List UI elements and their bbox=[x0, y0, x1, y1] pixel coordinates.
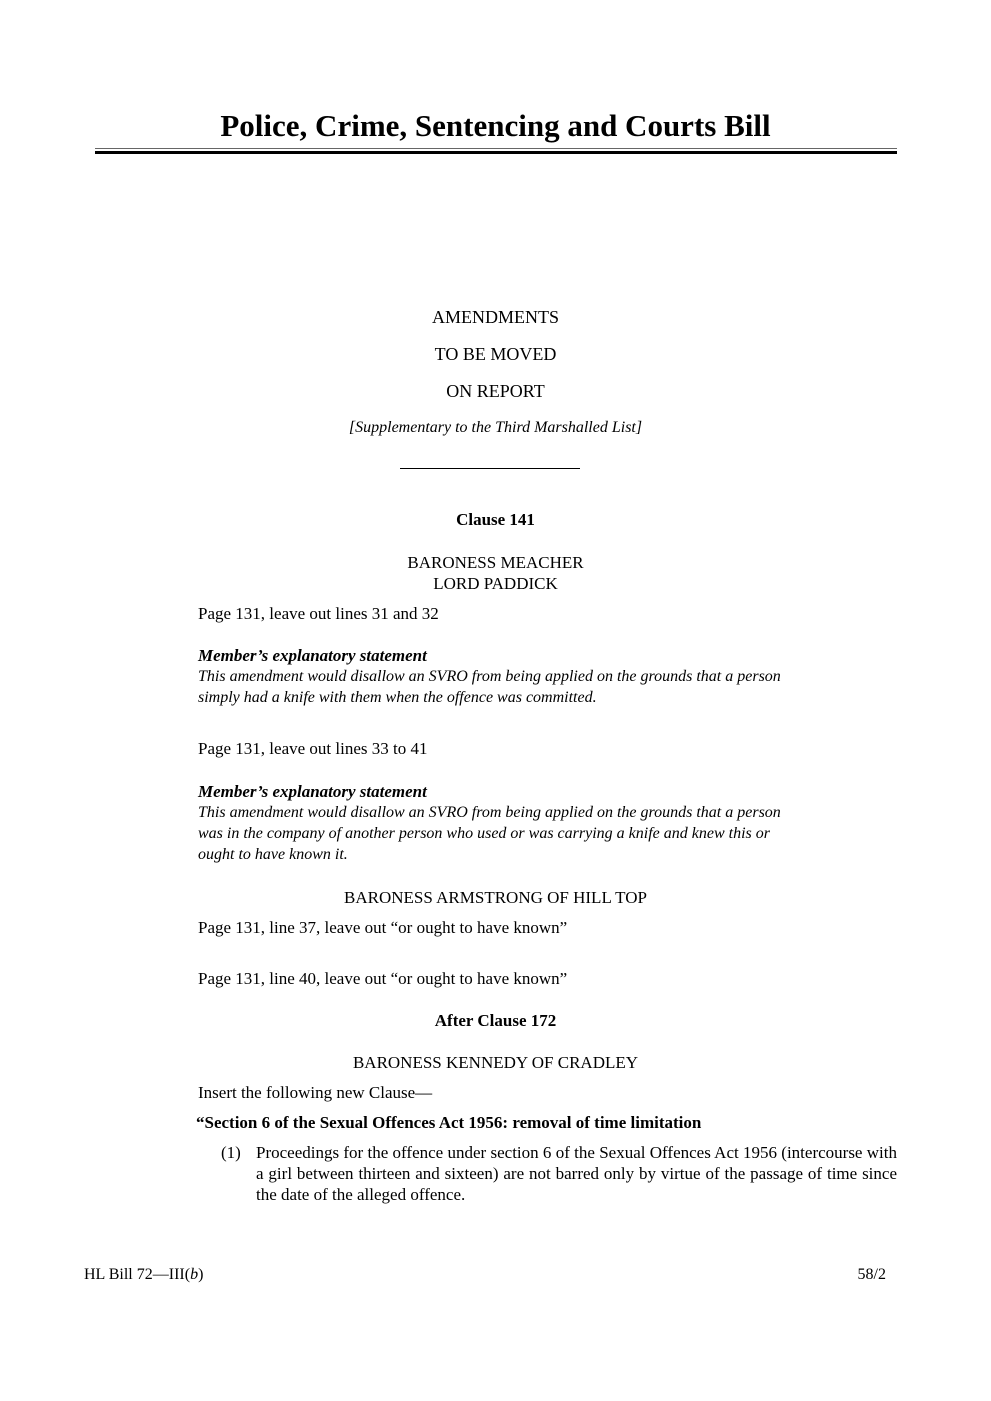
subsection-number: (1) bbox=[221, 1143, 241, 1162]
member-name: BARONESS KENNEDY OF CRADLEY bbox=[352, 1053, 639, 1072]
amendment-text: Page 131, line 40, leave out “or ought to have known” bbox=[198, 969, 568, 988]
explanatory-statement-line: was in the company of another person who used or was carrying a knife and knew this or bbox=[198, 825, 770, 842]
explanatory-statement-line: ought to have known it. bbox=[198, 846, 348, 863]
explanatory-statement-label: Member’s explanatory statement bbox=[198, 782, 427, 801]
heading-line-1: AMENDMENTS bbox=[431, 307, 559, 327]
section-divider bbox=[400, 468, 580, 469]
explanatory-statement-label: Member’s explanatory statement bbox=[198, 646, 427, 665]
page-reference: 58/2 bbox=[857, 1266, 886, 1283]
supplementary-note: [Supplementary to the Third Marshalled List] bbox=[348, 419, 643, 436]
amendment-text: Insert the following new Clause— bbox=[198, 1083, 433, 1102]
explanatory-statement-line: simply had a knife with them when the offence was committed. bbox=[198, 689, 597, 706]
amendment-text: Page 131, leave out lines 31 and 32 bbox=[198, 604, 439, 623]
member-name: BARONESS ARMSTRONG OF HILL TOP bbox=[344, 888, 647, 907]
bill-title: Police, Crime, Sentencing and Courts Bill bbox=[220, 108, 771, 143]
clause-heading: Clause 141 bbox=[456, 510, 535, 529]
amendment-text: Page 131, line 37, leave out “or ought to have known” bbox=[198, 918, 568, 937]
heading-line-2: TO BE MOVED bbox=[434, 344, 557, 364]
title-rule-thick bbox=[95, 151, 897, 154]
explanatory-statement-line: This amendment would disallow an SVRO from being applied on the grounds that a person bbox=[198, 804, 781, 821]
amendment-text: Page 131, leave out lines 33 to 41 bbox=[198, 739, 428, 758]
member-name: BARONESS MEACHER bbox=[407, 553, 584, 572]
new-clause-title: “Section 6 of the Sexual Offences Act 1956: removal of time limitation bbox=[196, 1113, 702, 1132]
member-name: LORD PADDICK bbox=[433, 574, 558, 593]
heading-line-3: ON REPORT bbox=[446, 381, 545, 401]
clause-heading: After Clause 172 bbox=[434, 1011, 557, 1030]
subsection-text: Proceedings for the offence under section 6 of the Sexual Offences Act 1956 (intercourse with a girl between thirteen and sixteen) are not barred only by virtue of the passage of time since the date of the alleged offence. bbox=[256, 1143, 897, 1204]
explanatory-statement-line: This amendment would disallow an SVRO from being applied on the grounds that a person bbox=[198, 668, 781, 685]
bill-reference: HL Bill 72—III(b) bbox=[84, 1266, 204, 1283]
title-rule-thin bbox=[95, 148, 897, 149]
